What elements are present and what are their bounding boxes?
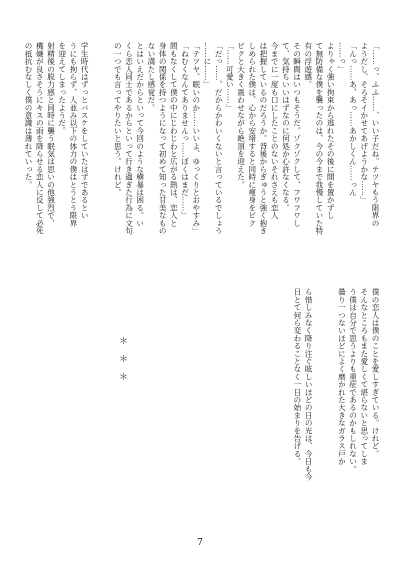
text-column: ……っ」 [337,42,347,73]
text-column: 身体の関係を持つようになって初めて知った甘美なもの [158,42,168,235]
text-column: その瞬間はいつもそうだ。ゾクゾクして、フワフワし [292,42,302,227]
text-column: しめられた僕は、心から安堵すると同時に痩身をビク [247,42,257,227]
text-column: 間もなくして僕の中にじわじわと広がる熱は、恋人と [169,42,179,227]
text-column: 有の浮遊感。 [303,42,313,89]
text-column: よりゃく強い拘束から逃れたその後に開を置かずし [326,42,336,220]
text-column: とはいえだからといって今回のような横暴は困る。い [135,42,145,227]
text-column: 「ねむくなんてありませんっ……ぼくはまだ……」 [180,42,190,220]
text-column: ら惜しみなく降り注ぐ眩しいほどの日の光は、今日も今 [304,288,314,481]
page-number: 7 [197,538,203,548]
text-column: くら恋人同士であるからといって行き過ぎた行為に文句 [124,42,134,235]
text-column: ……に……」 [202,42,212,89]
text-column: 「……可愛い……」 [225,42,235,112]
text-column: 日とて何ら変わることなく一日の始まりを告げる。 [292,288,302,466]
text-column: 今までに一度も口にしたことのないそれさえも恋人 [270,42,280,220]
text-column: 機嫌が良さそうにキスの雨を降らせる恋人に反して必死 [35,42,45,235]
text-column: 「……っ、ふふ……、いい子だね。テツヤもう限界の [371,42,380,227]
text-column: ビクと大きく震わせながら絶頂を迎えた。 [236,42,246,189]
text-column: は把握しているのだろうか。背後からぎゅうと強く抱き [258,42,268,235]
text-column: う僕は自分で思うよりも重症であるのかもしれない。 [348,288,358,473]
text-column: て無防備な僕を襲ったのは、今の今まで我慢していた特 [314,42,324,235]
text-column: て、気持ちいいはずなのに何処か心許なくなる。 [281,42,291,212]
scene-separator: ＊＊＊ [117,336,127,390]
text-column: 僕の恋人は僕のことを愛しすぎている。けれど。 [371,288,380,458]
text-column: の抵抗むなしく僕の意識は薄れていった。 [24,42,34,189]
text-column: を迎えてしまったようだ。 [57,42,67,135]
text-column: ない満たし感覚だ。 [146,42,156,112]
text-column: 曇り一つないほどによく磨かれた大きなガラス戸か [337,288,347,466]
text-column: ようだし、そろそイかせてあげようかな……」 [359,42,369,204]
text-column: 「んっ……あ、あっ……あかしくん……っん [348,42,358,196]
text-column: うにも拘らず、人並み以下の体力の僕はとうとう限界 [68,42,78,227]
lower-text-block [292,288,381,528]
text-column: の一つでも言ってやりたいと思う。けれど。 [113,42,123,196]
text-column: 射精後の脱力感と同時に襲う眠気は思いの他強烈で、 [46,42,56,227]
upper-text-block [23,42,381,290]
text-column: そんなところもまた愛しくて堪らないと思ってしま [359,288,369,466]
text-column: 「だっ……、だからかわいくないと言っているでしょう [214,42,224,235]
text-column: 「テツヤ、眠いのか……いいよ、ゆっくりとおやすみ」 [191,42,201,235]
text-column: 学生時代はずっとバスケをしていたはずであるとい [80,42,90,220]
